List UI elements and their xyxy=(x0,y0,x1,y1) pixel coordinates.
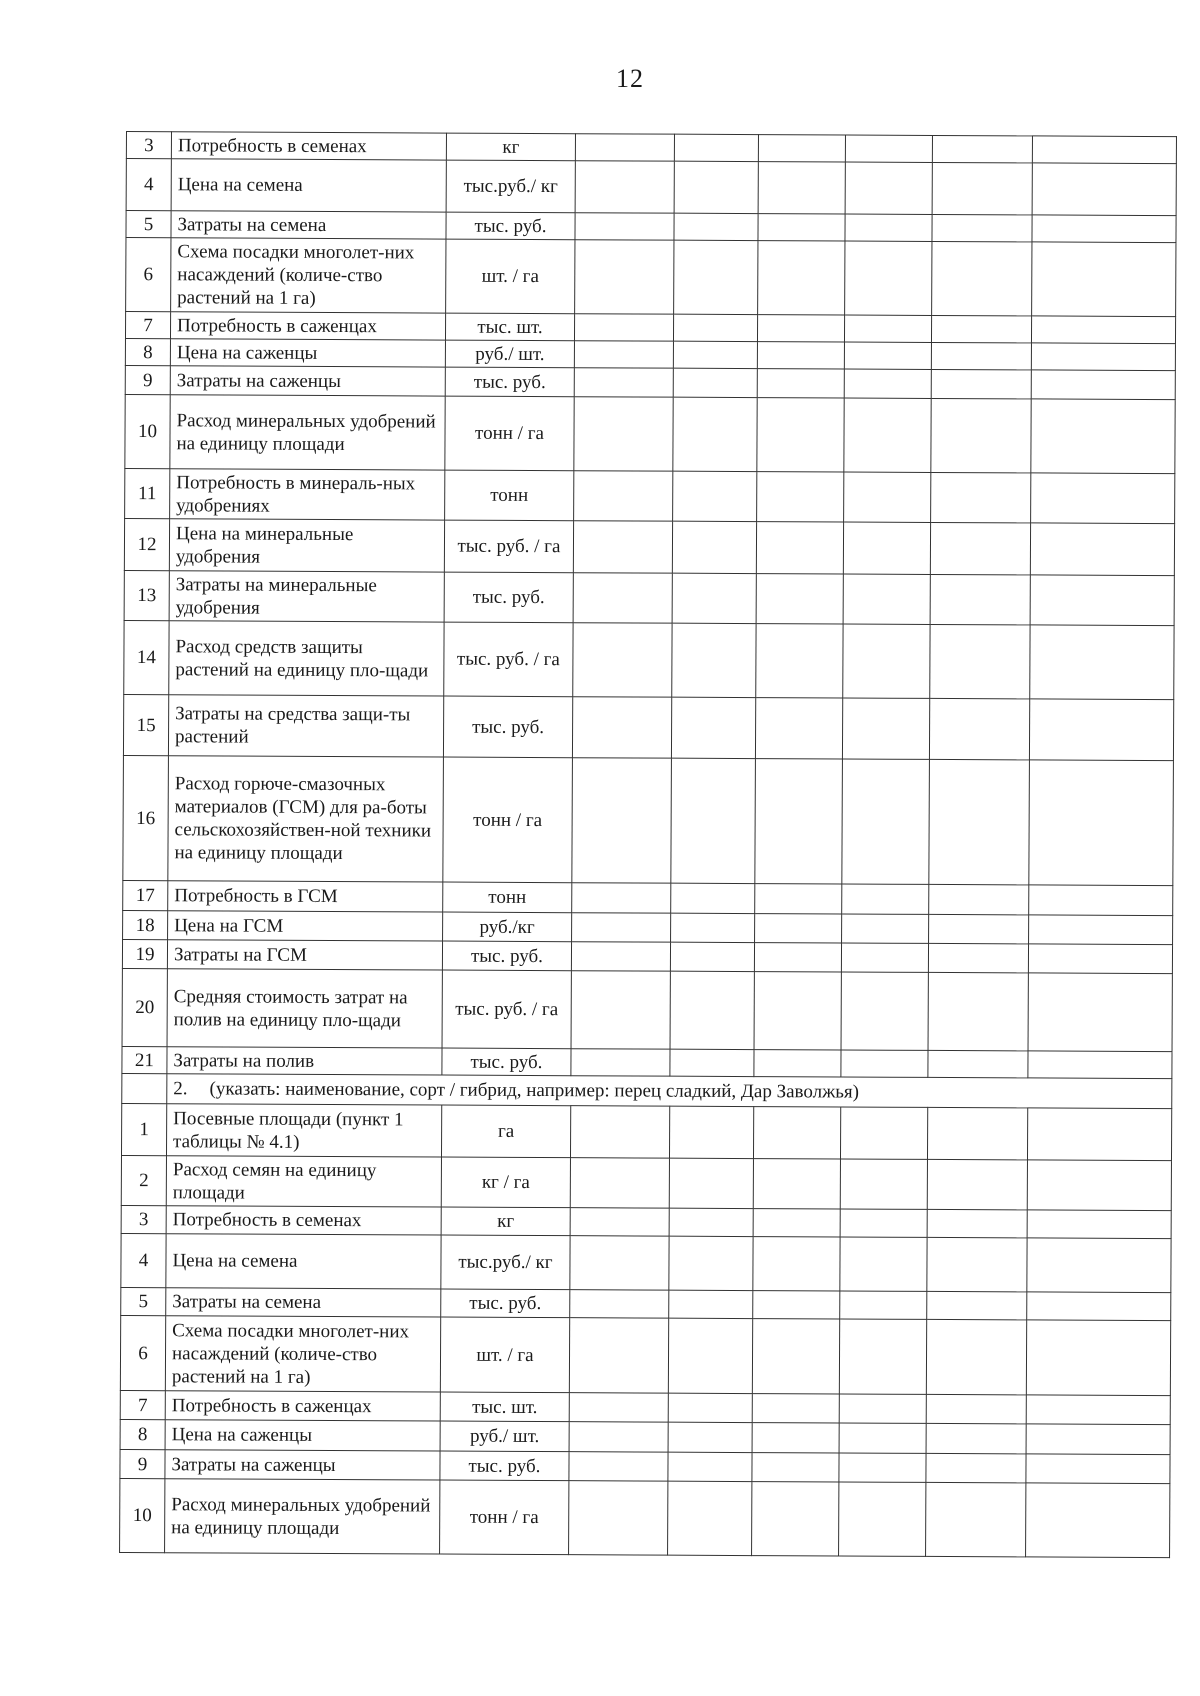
empty-value-cell xyxy=(671,913,755,942)
empty-value-cell xyxy=(669,1158,753,1208)
indicator-name: Затраты на семена xyxy=(166,1288,441,1317)
row-number: 5 xyxy=(126,211,171,238)
row-number: 21 xyxy=(122,1046,167,1073)
empty-value-cell xyxy=(753,1237,840,1291)
empty-value-cell xyxy=(843,522,930,574)
unit-cell: тыс.руб./ кг xyxy=(441,1235,570,1290)
empty-value-cell xyxy=(1029,885,1173,916)
empty-value-cell xyxy=(1026,1320,1170,1396)
unit-cell: тыс. руб. / га xyxy=(444,520,573,573)
indicator-name: Цена на семена xyxy=(166,1234,441,1289)
unit-cell: га xyxy=(441,1105,570,1158)
table-row xyxy=(120,1478,1170,1557)
table-row xyxy=(122,968,1172,1051)
empty-value-cell xyxy=(574,368,673,397)
indicator-name: Потребность в минераль-ных удобрениях xyxy=(170,469,445,520)
row-number: 16 xyxy=(123,755,169,880)
row-number: 8 xyxy=(120,1419,165,1449)
empty-value-cell xyxy=(842,884,929,914)
empty-value-cell xyxy=(929,884,1029,914)
indicator-name: Потребность в саженцах xyxy=(170,312,445,340)
empty-value-cell xyxy=(672,521,756,573)
empty-value-cell xyxy=(569,1422,668,1452)
row-number: 3 xyxy=(121,1205,166,1233)
empty-value-cell xyxy=(671,697,755,758)
empty-value-cell xyxy=(570,1106,669,1158)
empty-value-cell xyxy=(843,574,930,624)
empty-value-cell xyxy=(932,135,1032,162)
empty-value-cell xyxy=(844,398,931,472)
empty-value-cell xyxy=(1031,399,1175,474)
empty-value-cell xyxy=(674,240,758,314)
unit-cell: тыс. руб. xyxy=(445,367,574,397)
empty-value-cell xyxy=(929,698,1029,759)
empty-value-cell xyxy=(575,161,674,213)
indicator-name: Схема посадки многолет-них насаждений (количе-ство растений на 1 га) xyxy=(171,238,446,313)
empty-value-cell xyxy=(840,1159,927,1209)
empty-value-cell xyxy=(757,472,844,522)
row-number: 6 xyxy=(120,1315,165,1390)
empty-value-cell xyxy=(575,134,674,161)
empty-value-cell xyxy=(753,1291,840,1319)
empty-value-cell xyxy=(756,522,843,574)
table-row xyxy=(123,694,1173,760)
empty-value-cell xyxy=(1031,343,1175,371)
empty-value-cell xyxy=(929,759,1030,884)
row-number: 8 xyxy=(125,338,170,365)
empty-value-cell xyxy=(844,315,931,342)
row-number: 1 xyxy=(121,1103,166,1155)
empty-value-cell xyxy=(1026,1454,1170,1484)
row-number: 5 xyxy=(121,1287,166,1315)
empty-value-cell xyxy=(574,471,673,521)
indicator-name: Затраты на саженцы xyxy=(170,366,445,396)
row-number: 7 xyxy=(125,312,170,339)
empty-value-cell xyxy=(931,398,1031,472)
empty-value-cell xyxy=(668,1318,752,1393)
unit-cell: тыс. руб. xyxy=(442,941,571,971)
unit-cell: тыс. руб. / га xyxy=(442,970,571,1049)
unit-cell: тыс. руб. xyxy=(443,696,572,758)
empty-value-cell xyxy=(753,1159,840,1209)
empty-value-cell xyxy=(757,315,844,342)
empty-value-cell xyxy=(574,314,673,341)
empty-value-cell xyxy=(1028,973,1172,1052)
empty-value-cell xyxy=(572,883,671,913)
empty-value-cell xyxy=(842,914,929,943)
unit-cell: тыс. руб. xyxy=(440,1451,569,1481)
row-number: 3 xyxy=(126,132,171,159)
empty-value-cell xyxy=(575,240,674,314)
empty-value-cell xyxy=(1030,625,1174,700)
unit-cell: тыс. руб. xyxy=(444,572,573,623)
empty-value-cell xyxy=(570,1236,669,1290)
row-number: 14 xyxy=(124,620,169,694)
empty-value-cell xyxy=(673,341,757,368)
empty-value-cell xyxy=(569,1452,668,1481)
empty-value-cell xyxy=(569,1318,668,1393)
row-number: 17 xyxy=(123,880,168,910)
row-number: 13 xyxy=(124,570,169,620)
empty-value-cell xyxy=(927,1291,1027,1319)
row-number: 9 xyxy=(125,365,170,394)
empty-value-cell xyxy=(758,214,845,241)
unit-cell: тыс. руб. xyxy=(441,1289,570,1318)
empty-value-cell xyxy=(752,1319,839,1394)
empty-value-cell xyxy=(572,697,671,758)
indicator-name: Расход семян на единицу площади xyxy=(166,1156,441,1207)
empty-value-cell xyxy=(1027,1292,1171,1321)
empty-value-cell xyxy=(927,1237,1027,1291)
empty-value-cell xyxy=(930,522,1030,574)
indicator-name: Цена на семена xyxy=(171,159,446,212)
indicator-name: Расход средств защиты растений на единицу пло-щади xyxy=(169,621,444,696)
empty-value-cell xyxy=(1031,316,1175,344)
empty-value-cell xyxy=(754,1050,841,1077)
empty-value-cell xyxy=(1031,473,1175,524)
empty-value-cell xyxy=(1026,1424,1170,1455)
empty-value-cell xyxy=(670,942,754,971)
indicator-name: Затраты на семена xyxy=(171,211,446,239)
unit-cell: руб./ шт. xyxy=(445,340,574,368)
empty-value-cell xyxy=(927,1159,1027,1209)
empty-value-cell xyxy=(754,972,841,1050)
unit-cell: кг xyxy=(441,1207,570,1236)
unit-cell: тонн xyxy=(445,470,574,521)
empty-value-cell xyxy=(756,624,843,698)
empty-value-cell xyxy=(932,214,1032,241)
empty-value-cell xyxy=(932,241,1032,315)
empty-value-cell xyxy=(755,914,842,943)
empty-value-cell xyxy=(843,624,930,698)
empty-value-cell xyxy=(1031,370,1175,400)
empty-value-cell xyxy=(1029,699,1173,761)
empty-value-cell xyxy=(1028,1051,1172,1079)
empty-value-cell xyxy=(670,1049,754,1076)
table-row xyxy=(124,570,1174,625)
empty-value-cell xyxy=(572,913,671,942)
indicator-name: Потребность в семенах xyxy=(171,132,446,160)
unit-cell: тыс. руб. xyxy=(442,1048,571,1076)
empty-value-cell xyxy=(930,574,1030,624)
empty-value-cell xyxy=(841,1050,928,1077)
empty-value-cell xyxy=(1032,163,1176,216)
empty-value-cell xyxy=(839,1319,926,1394)
row-number: 15 xyxy=(123,694,168,755)
empty-value-cell xyxy=(571,942,670,971)
empty-value-cell xyxy=(673,397,757,471)
empty-value-cell xyxy=(1030,523,1174,576)
empty-value-cell xyxy=(573,573,672,623)
table-row xyxy=(124,620,1174,699)
indicator-name: Затраты на саженцы xyxy=(165,1450,440,1480)
empty-value-cell xyxy=(668,1481,752,1555)
unit-cell: кг / га xyxy=(441,1157,570,1208)
empty-value-cell xyxy=(668,1452,752,1481)
table-row xyxy=(121,1155,1171,1210)
empty-value-cell xyxy=(845,241,932,315)
empty-value-cell xyxy=(845,135,932,162)
empty-value-cell xyxy=(669,1290,753,1318)
empty-value-cell xyxy=(754,943,841,972)
section-title xyxy=(167,1074,1172,1109)
empty-value-cell xyxy=(930,624,1030,698)
empty-value-cell xyxy=(839,1453,926,1482)
section-title-text: (указать: наименование, сорт / гибрид, например: перец сладкий, Дар Заволжья) xyxy=(209,1078,860,1103)
empty-value-cell xyxy=(1027,1210,1171,1239)
table-row xyxy=(126,238,1176,317)
empty-value-cell xyxy=(845,214,932,241)
empty-value-cell xyxy=(673,368,757,397)
row-number: 19 xyxy=(122,939,167,968)
table-row xyxy=(125,394,1175,473)
empty-value-cell xyxy=(669,1106,753,1158)
table-row xyxy=(126,159,1176,216)
row-number: 12 xyxy=(124,518,169,570)
unit-cell: тыс. шт. xyxy=(440,1392,569,1422)
indicator-name: Затраты на полив xyxy=(167,1047,442,1075)
empty-value-cell xyxy=(756,574,843,624)
empty-value-cell xyxy=(758,241,845,315)
page-number: 12 xyxy=(616,64,644,93)
empty-value-cell xyxy=(1026,1483,1170,1558)
unit-cell: руб./кг xyxy=(443,912,572,942)
empty-value-cell xyxy=(1027,1238,1171,1293)
unit-cell: тонн / га xyxy=(443,757,573,883)
empty-value-cell xyxy=(757,369,844,398)
row-number: 20 xyxy=(122,968,167,1046)
empty-value-cell xyxy=(673,471,757,521)
empty-value-cell xyxy=(569,1481,668,1555)
empty-value-cell xyxy=(753,1107,840,1159)
indicator-name: Средняя стоимость затрат на полив на единицу пло-щади xyxy=(167,969,442,1048)
empty-value-cell xyxy=(755,759,843,884)
empty-value-cell xyxy=(670,971,754,1049)
row-number: 4 xyxy=(121,1233,166,1287)
row-number: 10 xyxy=(120,1478,165,1552)
unit-cell: тыс. шт. xyxy=(445,313,574,341)
section-number-cell xyxy=(122,1073,167,1103)
empty-value-cell xyxy=(572,758,672,883)
row-number: 18 xyxy=(123,910,168,939)
empty-value-cell xyxy=(926,1394,1026,1423)
empty-value-cell xyxy=(842,759,930,884)
row-number: 11 xyxy=(125,468,170,518)
empty-value-cell xyxy=(1029,915,1173,945)
empty-value-cell xyxy=(570,1290,669,1318)
empty-value-cell xyxy=(752,1423,839,1453)
empty-value-cell xyxy=(931,472,1031,522)
empty-value-cell xyxy=(574,341,673,368)
empty-value-cell xyxy=(1032,242,1176,317)
empty-value-cell xyxy=(571,1049,670,1076)
empty-value-cell xyxy=(573,623,672,697)
empty-value-cell xyxy=(672,573,756,623)
empty-value-cell xyxy=(842,698,929,759)
table-row xyxy=(121,1233,1171,1292)
empty-value-cell xyxy=(931,369,1031,398)
empty-value-cell xyxy=(928,943,1028,972)
empty-value-cell xyxy=(1027,1160,1171,1211)
empty-value-cell xyxy=(839,1482,926,1556)
empty-value-cell xyxy=(928,972,1028,1050)
indicator-name: Расход минеральных удобрений на единицу площади xyxy=(165,1479,440,1554)
unit-cell: тыс.руб./ кг xyxy=(446,160,575,213)
empty-value-cell xyxy=(669,1236,753,1290)
unit-cell: тонн xyxy=(443,882,572,913)
empty-value-cell xyxy=(752,1453,839,1482)
empty-value-cell xyxy=(840,1107,927,1159)
empty-value-cell xyxy=(570,1158,669,1208)
empty-value-cell xyxy=(571,971,670,1049)
empty-value-cell xyxy=(931,342,1031,369)
empty-value-cell xyxy=(758,162,845,214)
indicator-name: Расход минеральных удобрений на единицу площади xyxy=(170,395,445,470)
unit-cell: тыс. руб. / га xyxy=(444,622,573,697)
empty-value-cell xyxy=(927,1209,1027,1237)
indicator-name: Схема посадки многолет-них насаждений (количе-ство растений на 1 га) xyxy=(165,1316,440,1392)
empty-value-cell xyxy=(1028,944,1172,974)
unit-cell: тонн / га xyxy=(440,1480,569,1555)
indicator-name: Расход горюче-смазочных материалов (ГСМ) для ра-боты сельскохозяйствен-ной техники на единицу площади xyxy=(168,756,444,882)
empty-value-cell xyxy=(574,397,673,471)
unit-cell: шт. / га xyxy=(440,1317,569,1393)
empty-value-cell xyxy=(844,472,931,522)
empty-value-cell xyxy=(845,162,932,214)
unit-cell: тонн / га xyxy=(445,396,574,471)
empty-value-cell xyxy=(839,1394,926,1423)
empty-value-cell xyxy=(928,1050,1028,1077)
empty-value-cell xyxy=(673,314,757,341)
indicator-name: Потребность в ГСМ xyxy=(168,881,443,912)
row-number: 10 xyxy=(125,394,170,468)
indicator-name: Затраты на минеральные удобрения xyxy=(169,571,444,622)
empty-value-cell xyxy=(753,1209,840,1237)
empty-value-cell xyxy=(927,1107,1027,1159)
empty-value-cell xyxy=(840,1209,927,1237)
empty-value-cell xyxy=(844,342,931,369)
unit-cell: кг xyxy=(446,133,575,161)
table-row xyxy=(120,1315,1170,1395)
empty-value-cell xyxy=(839,1423,926,1453)
row-number: 7 xyxy=(120,1390,165,1419)
empty-value-cell xyxy=(671,758,756,883)
row-number: 4 xyxy=(126,159,171,211)
empty-value-cell xyxy=(1032,136,1176,164)
unit-cell: руб./ шт. xyxy=(440,1421,569,1452)
empty-value-cell xyxy=(575,213,674,240)
empty-value-cell xyxy=(758,135,845,162)
empty-value-cell xyxy=(570,1208,669,1236)
indicator-name: Затраты на средства защи-ты растений xyxy=(168,695,443,757)
indicator-name: Цена на ГСМ xyxy=(168,911,443,941)
empty-value-cell xyxy=(672,623,756,697)
empty-value-cell xyxy=(573,521,672,573)
empty-value-cell xyxy=(926,1453,1026,1482)
table-row xyxy=(121,1103,1171,1160)
table-row xyxy=(124,518,1174,575)
empty-value-cell xyxy=(926,1319,1026,1394)
empty-value-cell xyxy=(1026,1395,1170,1425)
indicator-name: Потребность в семенах xyxy=(166,1206,441,1235)
empty-value-cell xyxy=(1030,575,1174,626)
unit-cell: тыс. руб. xyxy=(446,212,575,240)
empty-value-cell xyxy=(931,315,1031,342)
indicator-name: Цена на минеральные удобрения xyxy=(169,519,444,572)
row-number: 9 xyxy=(120,1449,165,1478)
empty-value-cell xyxy=(674,161,758,213)
empty-value-cell xyxy=(755,884,842,914)
indicator-name: Посевные площади (пункт 1 таблицы № 4.1) xyxy=(166,1104,441,1157)
empty-value-cell xyxy=(844,369,931,398)
table-row xyxy=(123,755,1174,885)
empty-value-cell xyxy=(1029,760,1174,886)
empty-value-cell xyxy=(569,1393,668,1422)
row-number: 2 xyxy=(121,1155,166,1205)
empty-value-cell xyxy=(668,1422,752,1452)
empty-value-cell xyxy=(752,1482,839,1556)
empty-value-cell xyxy=(840,1237,927,1291)
empty-value-cell xyxy=(668,1393,752,1422)
unit-cell: шт. / га xyxy=(446,239,575,314)
empty-value-cell xyxy=(757,398,844,472)
empty-value-cell xyxy=(674,134,758,161)
empty-value-cell xyxy=(926,1482,1026,1556)
empty-value-cell xyxy=(755,698,842,759)
indicator-name: Затраты на ГСМ xyxy=(167,940,442,970)
row-number: 6 xyxy=(126,238,171,312)
empty-value-cell xyxy=(1032,215,1176,243)
section-number: 2. xyxy=(173,1078,188,1100)
empty-value-cell xyxy=(841,943,928,972)
table-row xyxy=(125,468,1175,523)
empty-value-cell xyxy=(757,342,844,369)
indicator-name: Цена на саженцы xyxy=(170,339,445,367)
indicator-name: Потребность в саженцах xyxy=(165,1391,440,1421)
empty-value-cell xyxy=(929,914,1029,943)
empty-value-cell xyxy=(752,1394,839,1423)
empty-value-cell xyxy=(669,1208,753,1236)
empty-value-cell xyxy=(932,162,1032,214)
empty-value-cell xyxy=(674,213,758,240)
cost-table xyxy=(119,131,1177,1558)
empty-value-cell xyxy=(1027,1108,1171,1161)
indicator-name: Цена на саженцы xyxy=(165,1420,440,1451)
empty-value-cell xyxy=(671,883,755,913)
empty-value-cell xyxy=(926,1423,1026,1453)
empty-value-cell xyxy=(840,1291,927,1319)
empty-value-cell xyxy=(841,972,928,1050)
